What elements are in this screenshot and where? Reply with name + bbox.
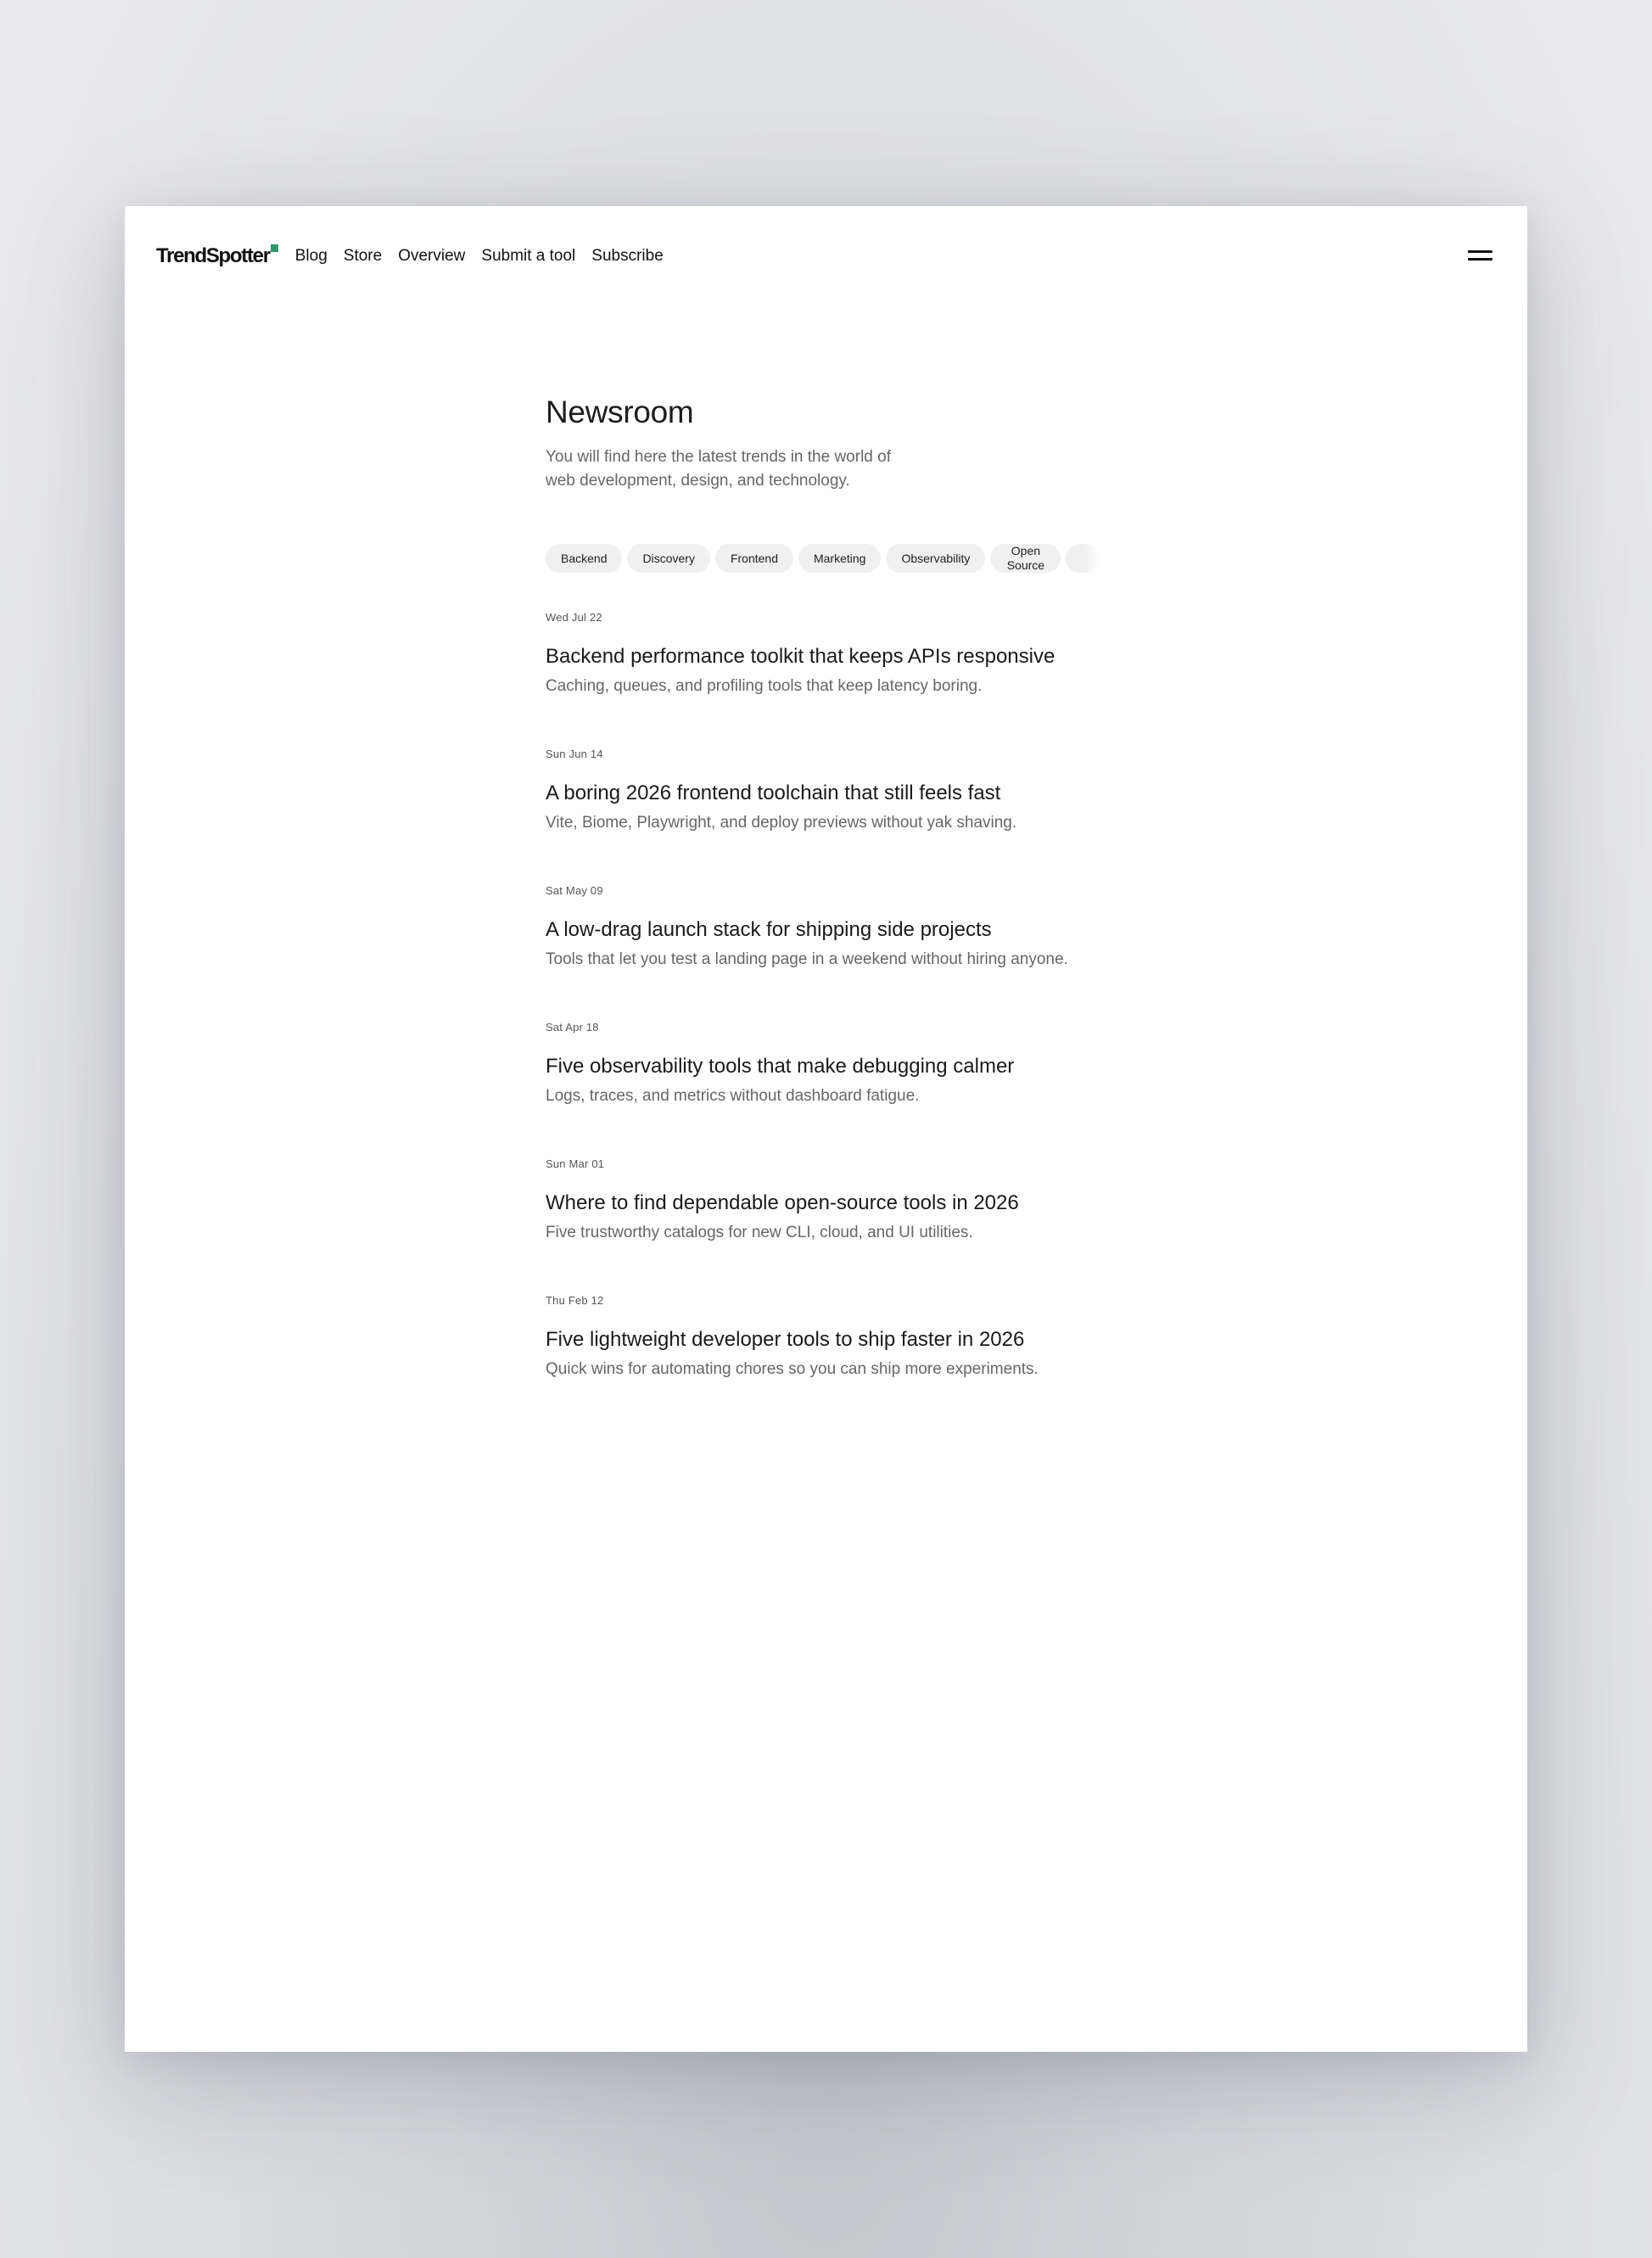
menu-line [1468, 250, 1492, 253]
post-description: Vite, Biome, Playwright, and deploy previews without yak shaving. [546, 814, 1017, 832]
post-title[interactable]: A low-drag launch stack for shipping side projects [546, 918, 992, 941]
logo-text: TrendSpotter [156, 244, 270, 267]
menu-line [1468, 258, 1492, 261]
post-description: Caching, queues, and profiling tools that keep latency boring. [546, 677, 983, 695]
page-title: Newsroom [546, 395, 694, 429]
post-item[interactable] [546, 1157, 1156, 1293]
post-title[interactable]: Five lightweight developer tools to ship faster in 2026 [546, 1328, 1025, 1351]
post-item[interactable] [546, 610, 1156, 747]
post-date: Sun Jun 14 [546, 748, 603, 760]
site-header [156, 238, 1495, 274]
post-date: Thu Feb 12 [546, 1294, 604, 1307]
filters-fade-overlay [1085, 544, 1106, 574]
post-date: Wed Jul 22 [546, 611, 602, 624]
post-description: Quick wins for automating chores so you can ship more experiments. [546, 1360, 1039, 1378]
nav-subscribe[interactable]: Subscribe [591, 247, 664, 265]
post-date: Sat May 09 [546, 884, 603, 897]
nav-submit-a-tool[interactable]: Submit a tool [481, 247, 576, 265]
browser-viewport [125, 206, 1527, 2052]
post-item[interactable] [546, 1020, 1156, 1157]
post-date: Sat Apr 18 [546, 1021, 599, 1034]
main-nav [295, 247, 680, 266]
nav-overview[interactable]: Overview [398, 247, 466, 265]
filter-chip-marketing[interactable]: Marketing [798, 544, 881, 573]
page-subtitle: You will find here the latest trends in the world of web development, design, and technology. [546, 448, 891, 490]
category-filters [546, 544, 1106, 574]
post-item[interactable] [546, 1293, 1156, 1430]
logo-square-icon [271, 244, 278, 252]
hamburger-menu-icon[interactable] [1468, 246, 1493, 266]
post-description: Tools that let you test a landing page in a weekend without hiring anyone. [546, 950, 1068, 968]
newsroom-section [546, 389, 1156, 1430]
post-item[interactable] [546, 883, 1156, 1020]
filter-chip-backend[interactable]: Backend [546, 544, 622, 573]
post-description: Logs, traces, and metrics without dashboard fatigue. [546, 1087, 920, 1105]
post-item[interactable] [546, 747, 1156, 883]
post-title[interactable]: Five observability tools that make debugging calmer [546, 1055, 1015, 1078]
post-description: Five trustworthy catalogs for new CLI, cloud, and UI utilities. [546, 1224, 973, 1241]
filter-chip-discovery[interactable]: Discovery [627, 544, 709, 573]
post-title[interactable]: Backend performance toolkit that keeps APIs responsive [546, 645, 1056, 668]
filter-chip-open-source[interactable]: Open Source [990, 544, 1061, 573]
post-title[interactable]: A boring 2026 frontend toolchain that still feels fast [546, 782, 1001, 804]
site-logo[interactable] [156, 244, 278, 268]
filter-chip-frontend[interactable]: Frontend [715, 544, 793, 573]
nav-store[interactable]: Store [343, 247, 383, 265]
filter-chip-observability[interactable]: Observability [886, 544, 985, 573]
post-title[interactable]: Where to find dependable open-source tools in 2026 [546, 1191, 1019, 1214]
post-date: Sun Mar 01 [546, 1157, 605, 1170]
post-list [546, 610, 1156, 1430]
nav-blog[interactable]: Blog [294, 247, 328, 265]
